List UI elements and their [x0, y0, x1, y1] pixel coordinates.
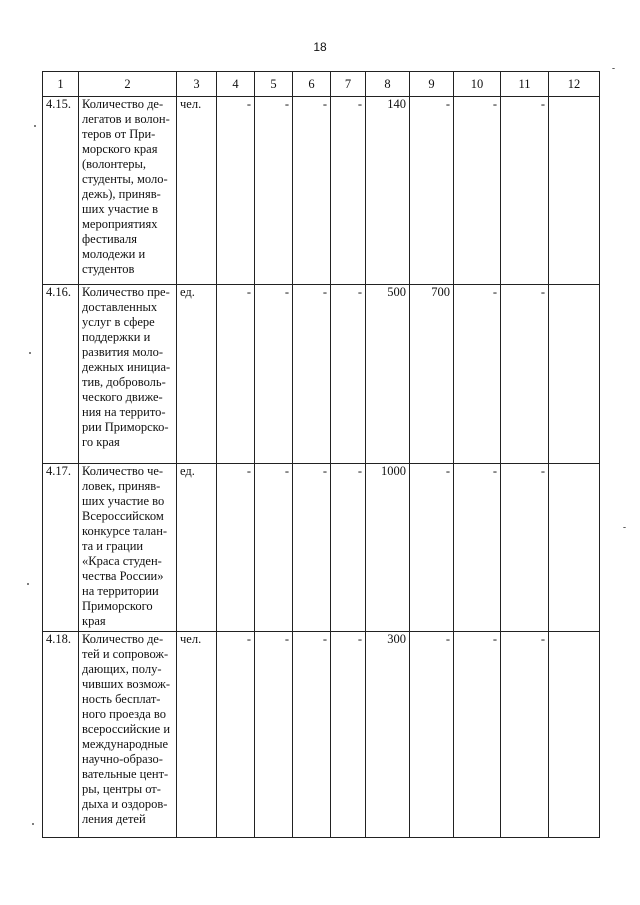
header-cell: 1 [43, 72, 79, 97]
header-cell: 11 [501, 72, 549, 97]
row-number-cell: 4.17. [43, 464, 79, 632]
value-cell-c6: - [293, 97, 331, 285]
header-cell: 2 [79, 72, 177, 97]
scan-speck [34, 125, 36, 127]
value-cell-c12 [549, 632, 600, 838]
value-cell-c10: - [454, 285, 501, 464]
row-number-cell: 4.16. [43, 285, 79, 464]
indicator-name-cell: Количество де- легатов и волон- теров от При- морского края (волонтеры, студенты, моло- дежь), приняв- ших участие в мероприятиях фестиваля молодежи и студентов [79, 97, 177, 285]
scan-speck [623, 527, 626, 528]
value-cell-c8: 300 [366, 632, 410, 838]
value-cell-c5: - [255, 97, 293, 285]
value-cell-c4: - [217, 97, 255, 285]
value-cell-c4: - [217, 464, 255, 632]
value-cell-c5: - [255, 632, 293, 838]
page-number: 18 [313, 40, 327, 54]
header-cell: 8 [366, 72, 410, 97]
row-number-cell: 4.15. [43, 97, 79, 285]
value-cell-c10: - [454, 97, 501, 285]
scan-speck [29, 352, 31, 354]
header-cell: 3 [177, 72, 217, 97]
table-row [43, 285, 600, 464]
scan-speck [32, 823, 34, 825]
unit-cell: чел. [177, 97, 217, 285]
value-cell-c12 [549, 97, 600, 285]
value-cell-c11: - [501, 285, 549, 464]
value-cell-c4: - [217, 632, 255, 838]
value-cell-c9: - [410, 632, 454, 838]
indicators-table [42, 71, 600, 838]
value-cell-c8: 500 [366, 285, 410, 464]
unit-cell: чел. [177, 632, 217, 838]
value-cell-c11: - [501, 632, 549, 838]
scan-speck [27, 583, 29, 585]
value-cell-c11: - [501, 97, 549, 285]
table-row [43, 464, 600, 632]
value-cell-c7: - [331, 285, 366, 464]
header-cell: 5 [255, 72, 293, 97]
header-cell: 7 [331, 72, 366, 97]
header-cell: 9 [410, 72, 454, 97]
indicator-name-cell: Количество че- ловек, приняв- ших участие во Всероссийском конкурсе талан- та и грации «Краса студен- чества России» на территории Приморского края [79, 464, 177, 632]
value-cell-c10: - [454, 464, 501, 632]
scan-speck [612, 68, 615, 69]
header-cell: 12 [549, 72, 600, 97]
value-cell-c9: - [410, 97, 454, 285]
value-cell-c7: - [331, 632, 366, 838]
header-cell: 6 [293, 72, 331, 97]
unit-cell: ед. [177, 464, 217, 632]
value-cell-c7: - [331, 97, 366, 285]
indicator-name-cell: Количество пре- доставленных услуг в сфере поддержки и развития моло- дежных инициа- тив, доброволь- ческого движе- ния на террито- рии Приморско- го края [79, 285, 177, 464]
table-row [43, 97, 600, 285]
value-cell-c10: - [454, 632, 501, 838]
value-cell-c5: - [255, 464, 293, 632]
value-cell-c7: - [331, 464, 366, 632]
table-row [43, 632, 600, 838]
header-row [43, 72, 600, 97]
value-cell-c9: 700 [410, 285, 454, 464]
indicator-name-cell: Количество де- тей и сопровож- дающих, полу- чивших возмож- ность бесплат- ного проезда во всероссийские и международные научно-образо- вательные цент- ры, центры от- дыха и оздоров- ления детей [79, 632, 177, 838]
value-cell-c12 [549, 285, 600, 464]
value-cell-c6: - [293, 464, 331, 632]
value-cell-c11: - [501, 464, 549, 632]
value-cell-c4: - [217, 285, 255, 464]
value-cell-c5: - [255, 285, 293, 464]
unit-cell: ед. [177, 285, 217, 464]
value-cell-c12 [549, 464, 600, 632]
value-cell-c8: 140 [366, 97, 410, 285]
header-cell: 10 [454, 72, 501, 97]
value-cell-c9: - [410, 464, 454, 632]
row-number-cell: 4.18. [43, 632, 79, 838]
value-cell-c8: 1000 [366, 464, 410, 632]
header-cell: 4 [217, 72, 255, 97]
value-cell-c6: - [293, 632, 331, 838]
value-cell-c6: - [293, 285, 331, 464]
